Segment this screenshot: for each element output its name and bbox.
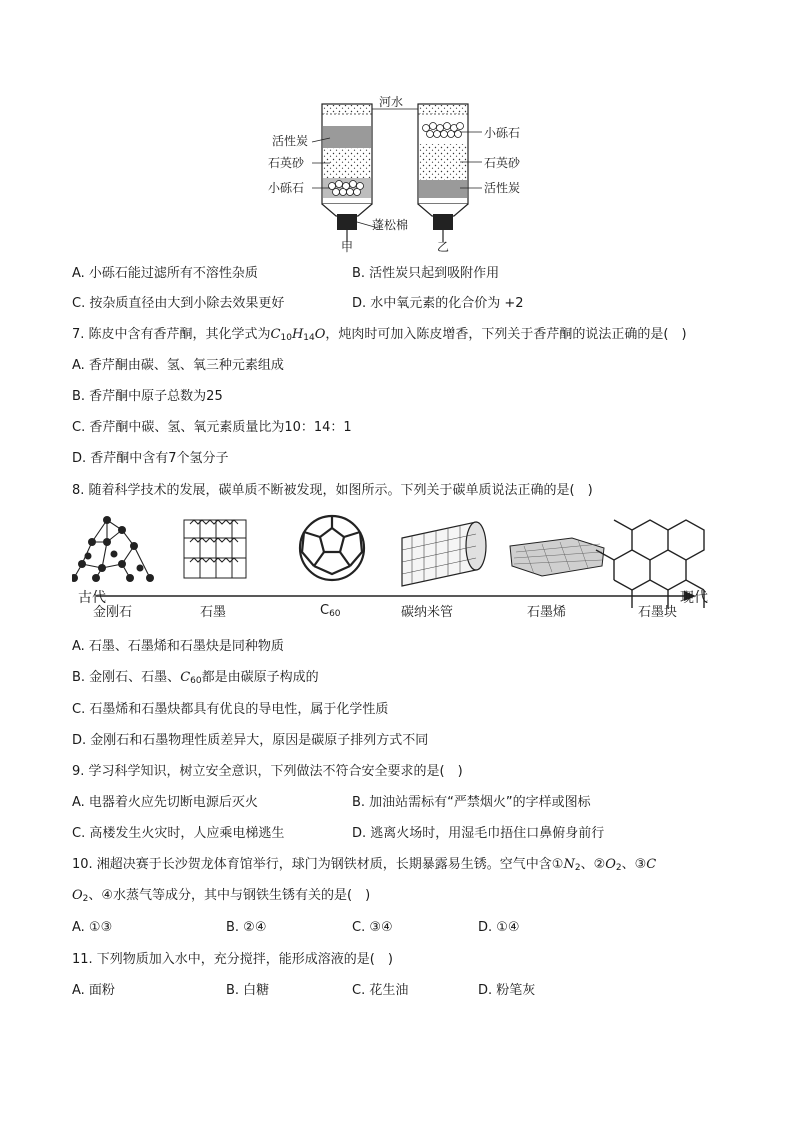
q10-n2-sub: 2 bbox=[574, 863, 581, 873]
q10-o2: O bbox=[605, 857, 616, 872]
q8-stem: 8. 随着科学技术的发展，碳单质不断被发现，如图所示。下列关于碳单质说法正确的是( ) bbox=[72, 483, 593, 498]
q10-stem-text: 10. 湘超决赛于长沙贺龙体育馆举行，球门为钢铁材质，长期暴露易生锈。空气中含① bbox=[72, 857, 564, 872]
q10-n2: N bbox=[563, 857, 575, 872]
q10-sep2: 、③ bbox=[621, 857, 647, 872]
carbon-allotropes-figure bbox=[72, 512, 722, 624]
q10-option-d[interactable]: D. ①④ bbox=[478, 920, 520, 935]
timeline-start-label: 古代 bbox=[78, 590, 106, 606]
q10-co2-c: C bbox=[646, 857, 657, 872]
graphene-structure bbox=[510, 538, 604, 576]
q10-option-c[interactable]: C. ③④ bbox=[352, 920, 393, 935]
label-quartz-sand-left: 石英砂 bbox=[268, 156, 305, 170]
q8-option-b-prefix: B. 金刚石、石墨、 bbox=[72, 670, 181, 685]
nanotube-structure bbox=[402, 522, 486, 586]
timeline-item-diamond: 金刚石 bbox=[93, 605, 133, 620]
c60-structure bbox=[300, 516, 364, 580]
cotton-plug bbox=[337, 214, 357, 230]
q9-stem: 9. 学习科学知识，树立安全意识，下列做法不符合安全要求的是( ) bbox=[72, 764, 463, 779]
q8-option-c[interactable]: C. 石墨烯和石墨炔都具有优良的导电性，属于化学性质 bbox=[72, 702, 389, 717]
label-yi: 乙 bbox=[437, 240, 450, 254]
q9-option-b[interactable]: B. 加油站需标有“严禁烟火”的字样或图标 bbox=[352, 795, 591, 810]
q7-formula-h: H bbox=[291, 327, 304, 342]
q9-option-c[interactable]: C. 高楼发生火灾时，人应乘电梯逃生 bbox=[72, 826, 285, 841]
label-activated-carbon-right: 活性炭 bbox=[484, 181, 521, 195]
q7-formula-o: O bbox=[314, 327, 326, 342]
q11-option-b[interactable]: B. 白糖 bbox=[226, 983, 270, 998]
q7-option-c[interactable]: C. 香芹酮中碳、氢、氧元素质量比为10：14：1 bbox=[72, 420, 352, 435]
q10-option-b[interactable]: B. ②④ bbox=[226, 920, 267, 935]
q11-stem: 11. 下列物质加入水中，充分搅拌，能形成溶液的是( ) bbox=[72, 952, 393, 967]
filter-jia bbox=[322, 104, 372, 242]
q7-formula-c: C bbox=[270, 327, 281, 342]
q10-co2-o: O bbox=[72, 888, 83, 903]
q11-option-a[interactable]: A. 面粉 bbox=[72, 983, 115, 998]
q10-stem-line2 bbox=[72, 888, 370, 904]
q10-sep1: 、② bbox=[580, 857, 606, 872]
q8-option-b[interactable] bbox=[72, 670, 319, 686]
q7-stem bbox=[72, 327, 687, 343]
quartz-sand-layer bbox=[323, 148, 371, 178]
timeline-item-nanotube: 碳纳米管 bbox=[401, 605, 454, 620]
label-cotton: 蓬松棉 bbox=[372, 218, 409, 232]
q11-option-d[interactable]: D. 粉笔灰 bbox=[478, 983, 536, 998]
q6-option-d[interactable]: D. 水中氧元素的化合价为 +2 bbox=[352, 296, 524, 311]
q8-option-b-formula: C bbox=[180, 670, 191, 685]
label-jia: 甲 bbox=[341, 240, 354, 254]
q6-option-a[interactable]: A. 小砾石能过滤所有不溶性杂质 bbox=[72, 266, 258, 281]
q10-o2-sub: 2 bbox=[615, 863, 622, 873]
timeline-item-graphyne: 石墨块 bbox=[638, 605, 678, 620]
q8-option-b-sub: 60 bbox=[190, 676, 202, 686]
q6-option-c[interactable]: C. 按杂质直径由大到小除去效果更好 bbox=[72, 296, 285, 311]
label-gravel-left: 小砾石 bbox=[268, 181, 305, 195]
q7-stem-prefix: 7. 陈皮中含有香芹酮，其化学式为 bbox=[72, 327, 271, 342]
label-river-water: 河水 bbox=[379, 95, 404, 109]
timeline-item-graphite: 石墨 bbox=[200, 605, 227, 620]
q10-option-a[interactable]: A. ①③ bbox=[72, 920, 113, 935]
q9-option-d[interactable]: D. 逃离火场时，用湿毛巾捂住口鼻俯身前行 bbox=[352, 826, 605, 841]
label-activated-carbon-left: 活性炭 bbox=[272, 134, 309, 148]
q10-line2-text: 、④水蒸气等成分，其中与钢铁生锈有关的是( ) bbox=[88, 888, 371, 903]
q7-option-b[interactable]: B. 香芹酮中原子总数为25 bbox=[72, 389, 223, 404]
q7-formula-h-sub: 14 bbox=[303, 333, 315, 343]
q8-option-b-suffix: 都是由碳原子构成的 bbox=[201, 670, 319, 685]
q9-option-a[interactable]: A. 电器着火应先切断电源后灭火 bbox=[72, 795, 258, 810]
timeline-item-graphene: 石墨烯 bbox=[527, 605, 567, 620]
filter-yi bbox=[418, 104, 468, 242]
water-filter-figure bbox=[260, 92, 560, 262]
q7-formula-c-sub: 10 bbox=[280, 333, 292, 343]
graphite-structure bbox=[184, 520, 246, 578]
q8-option-d[interactable]: D. 金刚石和石墨物理性质差异大，原因是碳原子排列方式不同 bbox=[72, 733, 429, 748]
q7-option-a[interactable]: A. 香芹酮由碳、氢、氧三种元素组成 bbox=[72, 358, 284, 373]
q10-co2-sub: 2 bbox=[82, 894, 89, 904]
q7-option-d[interactable]: D. 香芹酮中含有7个氢分子 bbox=[72, 451, 229, 466]
q6-option-b[interactable]: B. 活性炭只起到吸附作用 bbox=[352, 266, 500, 281]
timeline-end-label: 现代 bbox=[680, 590, 708, 606]
c60-subscript: 60 bbox=[329, 609, 341, 619]
c60-letter: C bbox=[320, 603, 330, 618]
timeline-item-c60 bbox=[320, 603, 341, 619]
q7-stem-suffix: ，炖肉时可加入陈皮增香，下列关于香芹酮的说法正确的是( ) bbox=[325, 327, 687, 342]
label-quartz-sand-right: 石英砂 bbox=[484, 156, 521, 170]
q10-stem-line1 bbox=[72, 857, 656, 873]
activated-carbon-layer bbox=[323, 126, 371, 148]
q11-option-c[interactable]: C. 花生油 bbox=[352, 983, 409, 998]
label-gravel-right: 小砾石 bbox=[484, 126, 521, 140]
q8-option-a[interactable]: A. 石墨、石墨烯和石墨炔是同种物质 bbox=[72, 639, 284, 654]
